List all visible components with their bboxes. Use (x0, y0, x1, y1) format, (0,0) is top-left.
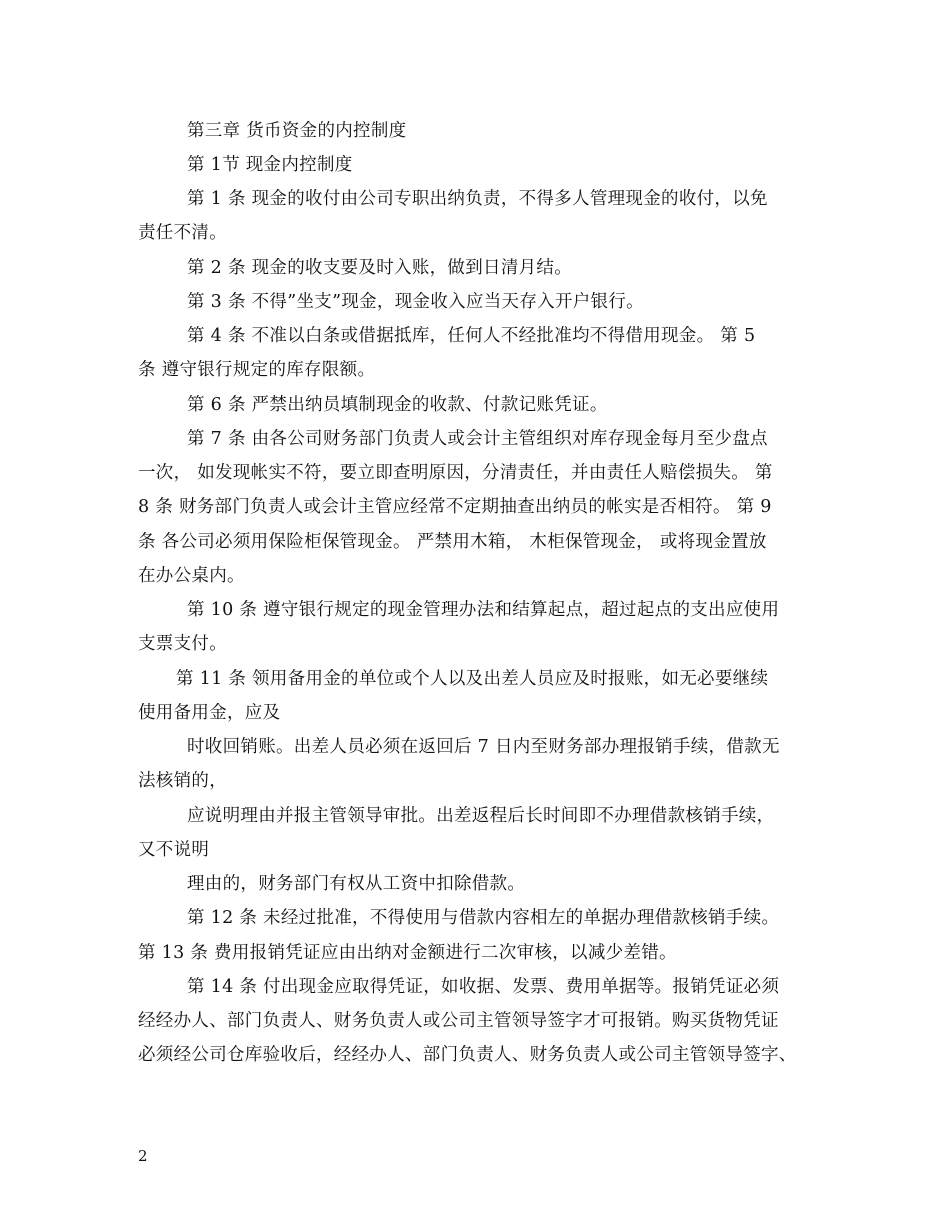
page-number: 2 (138, 1147, 148, 1165)
text-line: 时收回销账。出差人员必须在返回后 7 日内至财务部办理报销手续，借款无 (187, 737, 780, 757)
text-line: 第 11 条 领用备用金的单位或个人以及出差人员应及时报账，如无必要继续 (176, 669, 769, 689)
text-line: 条 遵守银行规定的库存限额。 (138, 360, 376, 380)
text-line: 责任不清。 (138, 223, 227, 243)
text-line: 又不说明 (138, 840, 210, 860)
chapter-title: 第三章 货币资金的内控制度 (187, 121, 407, 141)
text-line: 一次， 如发现帐实不符，要立即查明原因，分清责任，并由责任人赔偿损失。 第 (138, 463, 773, 483)
text-line: 第 6 条 严禁出纳员填制现金的收款、付款记账凭证。 (187, 395, 608, 415)
text-line: 第 10 条 遵守银行规定的现金管理办法和结算起点，超过起点的支出应使用 (187, 600, 780, 620)
text-line: 应说明理由并报主管领导审批。出差返程后长时间即不办理借款核销手续， (187, 806, 775, 826)
text-line: 第 13 条 费用报销凭证应由出纳对金额进行二次审核，以减少差错。 (138, 943, 677, 963)
text-line: 8 条 财务部门负责人或会计主管应经常不定期抽查出纳员的帐实是否相符。 第 9 (138, 497, 772, 517)
text-line: 第 2 条 现金的收支要及时入账，做到日清月结。 (187, 258, 573, 278)
text-line: 第 4 条 不准以白条或借据抵库，任何人不经批准均不得借用现金。 第 5 (187, 326, 756, 346)
text-line: 支票支付。 (138, 634, 227, 654)
text-line: 第 12 条 未经过批准，不得使用与借款内容相左的单据办理借款核销手续。 (187, 908, 780, 928)
text-line: 经经办人、部门负责人、财务负责人或公司主管领导签字才可报销。购买货物凭证 (138, 1011, 779, 1031)
text-line: 必须经公司仓库验收后，经经办人、部门负责人、财务负责人或公司主管领导签字、 (138, 1045, 797, 1065)
section-title: 第 1节 现金内控制度 (187, 155, 353, 175)
text-line: 理由的，财务部门有权从工资中扣除借款。 (187, 874, 526, 894)
text-line: 第 14 条 付出现金应取得凭证，如收据、发票、费用单据等。报销凭证必须 (187, 977, 780, 997)
text-line: 第 3 条 不得”坐支”现金，现金收入应当天存入开户银行。 (187, 292, 644, 312)
text-line: 条 各公司必须用保险柜保管现金。 严禁用木箱， 木柜保管现金， 或将现金置放 (138, 532, 767, 552)
text-line: 第 7 条 由各公司财务部门负责人或会计主管组织对库存现金每月至少盘点 (187, 429, 768, 449)
text-line: 使用备用金，应及 (138, 703, 281, 723)
text-line: 在办公桌内。 (138, 566, 245, 586)
text-line: 法核销的， (138, 771, 227, 791)
text-line: 第 1 条 现金的收付由公司专职出纳负责，不得多人管理现金的收付，以免 (187, 189, 768, 209)
